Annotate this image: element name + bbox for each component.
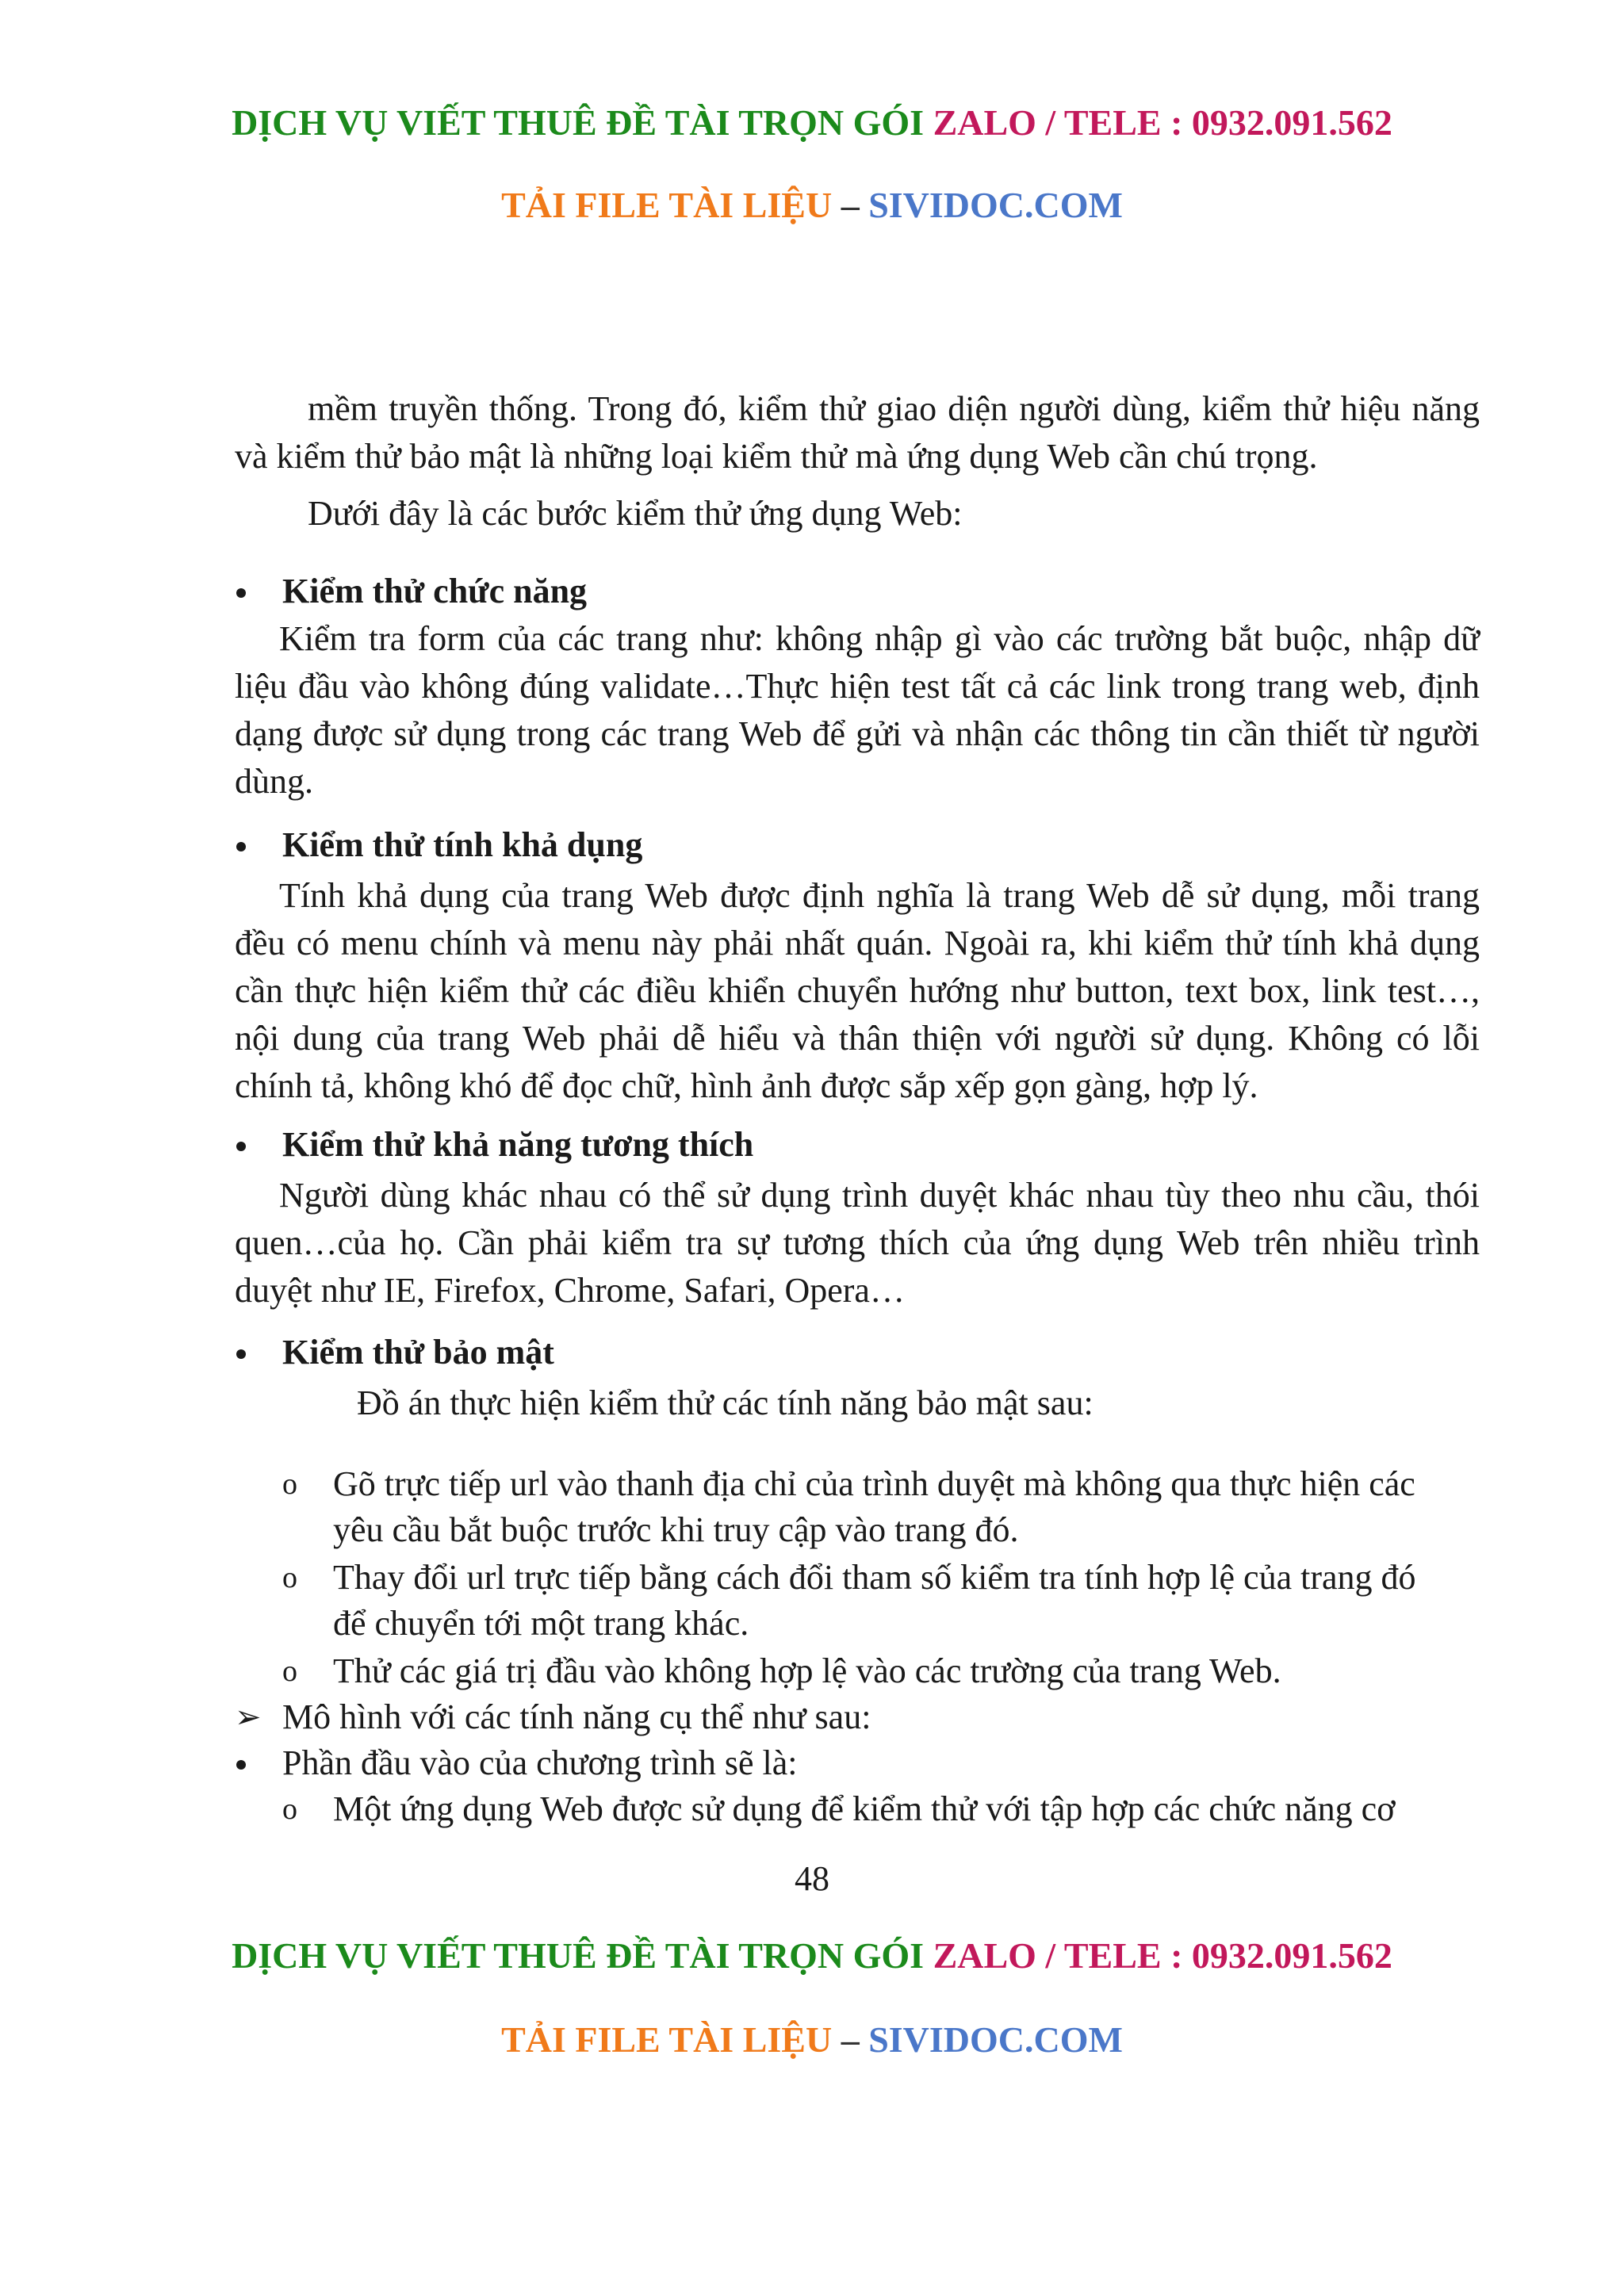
text-line: Người dùng khác nhau có thể sử dụng trình duyệt khác nhau tùy theo nhu cầu, thói [279,1176,1480,1215]
section-body [235,872,1480,1110]
contact-phone: ZALO / TELE : 0932.091.562 [933,1935,1392,1976]
bullet-icon [235,821,251,869]
list-item-cont: yêu cầu bắt buộc trước khi truy cập vào trang đó. [333,1510,1019,1549]
text-line: duyệt như IE, Firefox, Chrome, Safari, Opera… [235,1271,905,1310]
text-line: chính tả, không khó để đọc chữ, hình ảnh được sắp xếp gọn gàng, hợp lý. [235,1066,1258,1105]
text-line: quen…của họ. Cần phải kiểm tra sự tương thích của ứng dụng Web trên nhiều trình [235,1223,1480,1262]
download-label: TẢI FILE TÀI LIỆU [501,2019,833,2060]
section-heading: Kiểm thử bảo mật [282,1333,554,1372]
list-item: Gõ trực tiếp url vào thanh địa chỉ của trình duyệt mà không qua thực hiện các [333,1464,1415,1503]
site-link[interactable]: SIVIDOC.COM [868,2019,1123,2060]
steps-intro: Dưới đây là các bước kiểm thử ứng dụng Web: [308,494,963,533]
bullet-icon [235,568,251,615]
list-item: Thay đổi url trực tiếp bằng cách đổi tham số kiểm tra tính hợp lệ của trang đó [333,1558,1416,1597]
text-line: đều có menu chính và menu này phải nhất quán. Ngoài ra, khi kiểm thử tính khả dụng [235,924,1480,962]
arrow-icon: ➢ [235,1699,262,1735]
section-heading: Kiểm thử chức năng [282,572,588,610]
contact-phone: ZALO / TELE : 0932.091.562 [933,102,1392,143]
sub-bullet-icon: o [282,1561,297,1594]
sub-bullet-icon: o [282,1793,297,1826]
text-line: cần thực hiện kiểm thử các điều khiển chuyển hướng như button, text box, link test…, [235,971,1480,1010]
text-line: Kiểm tra form của các trang như: không nhập gì vào các trường bắt buộc, nhập dữ [279,619,1480,658]
list-item: Thử các giá trị đầu vào không hợp lệ vào các trường của trang Web. [333,1651,1281,1690]
sub-bullet-icon: o [282,1468,297,1501]
separator: – [832,185,869,225]
text-line: dạng được sử dụng trong các trang Web để gửi và nhận các thông tin cần thiết từ người [235,714,1480,753]
footer-banner-line1 [0,1934,1624,1976]
site-link[interactable]: SIVIDOC.COM [868,185,1123,225]
text-line: nội dung của trang Web phải dễ hiểu và thân thiện với người sử dụng. Không có lỗi [235,1019,1480,1058]
text-line: dùng. [235,762,313,801]
page-number: 48 [795,1859,829,1898]
list-item-cont: để chuyển tới một trang khác. [333,1604,749,1643]
header-banner-line1 [0,101,1624,144]
section-heading: Kiểm thử khả năng tương thích [282,1125,754,1164]
text-line: mềm truyền thống. Trong đó, kiểm thử giao diện người dùng, kiểm thử hiệu năng [308,389,1480,428]
service-title: DỊCH VỤ VIẾT THUÊ ĐỀ TÀI TRỌN GÓI [232,1935,925,1976]
intro-paragraph [235,385,1480,480]
security-intro: Đồ án thực hiện kiểm thử các tính năng bảo mật sau: [357,1383,1094,1422]
list-item: Một ứng dụng Web được sử dụng để kiểm thử với tập hợp các chức năng cơ [333,1789,1396,1828]
input-line: Phần đầu vào của chương trình sẽ là: [282,1743,798,1782]
bullet-icon [235,1739,251,1787]
footer-banner-line2 [0,2019,1624,2061]
text-line: và kiểm thử bảo mật là những loại kiểm thử mà ứng dụng Web cần chú trọng. [235,437,1318,476]
bullet-icon [235,1121,251,1169]
separator: – [832,2019,869,2060]
service-title: DỊCH VỤ VIẾT THUÊ ĐỀ TÀI TRỌN GÓI [232,102,925,143]
model-line: Mô hình với các tính năng cụ thể như sau: [282,1697,871,1736]
download-label: TẢI FILE TÀI LIỆU [501,185,833,225]
header-banner-line2 [0,184,1624,226]
section-body [235,615,1480,806]
text-line: liệu đầu vào không đúng validate…Thực hiện test tất cả các link trong trang web, định [235,667,1480,706]
text-line: Tính khả dụng của trang Web được định nghĩa là trang Web dễ sử dụng, mỗi trang [279,876,1480,915]
sub-bullet-icon: o [282,1655,297,1688]
section-heading: Kiểm thử tính khả dụng [282,825,643,864]
bullet-icon [235,1329,251,1376]
section-body [235,1172,1480,1314]
